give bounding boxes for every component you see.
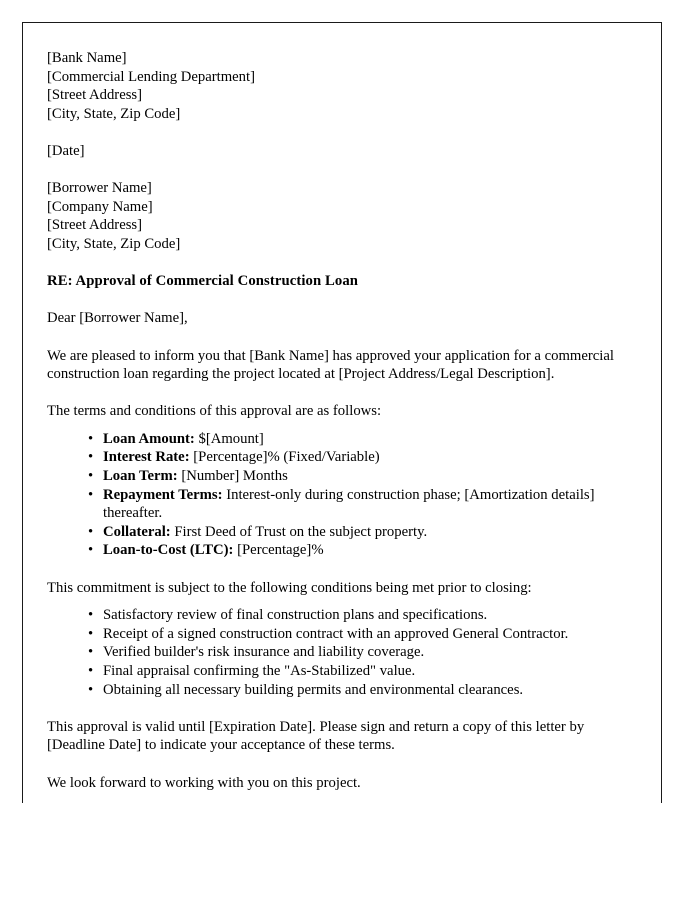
list-item (88, 541, 625, 560)
recipient-address-line-1: [Borrower Name] (47, 180, 152, 197)
term-value: [Percentage]% (237, 542, 324, 559)
term-label: Interest Rate: (103, 449, 190, 466)
recipient-address-block (47, 179, 625, 253)
recipient-address-line-3: [Street Address] (47, 217, 143, 234)
spacer-after-subject (47, 291, 625, 310)
spacer-before-terms-list (47, 421, 625, 430)
intro-paragraph: We are pleased to inform you that [Bank Name] has approved your application for a commercial construction loan regarding the project located at [Project Address/Legal Description]. (47, 347, 614, 383)
letter-body (23, 23, 661, 792)
spacer-after-salutation (47, 328, 625, 347)
list-item: • Satisfactory review of final construction plans and specifications. (88, 606, 625, 625)
recipient-address-line-2: [Company Name] (47, 198, 153, 215)
term-label: Loan Term: (103, 468, 178, 485)
recipient-address-line-4: [City, State, Zip Code] (47, 235, 181, 252)
date-line: [Date] (47, 142, 85, 159)
spacer-after-recipient-address (47, 254, 625, 273)
list-item (88, 448, 625, 467)
closing-paragraph: We look forward to working with you on this project. (47, 774, 361, 791)
term-value: [Percentage]% (Fixed/Variable) (193, 449, 380, 466)
spacer-after-sender-address (47, 123, 625, 142)
loan-terms-list (47, 430, 625, 560)
term-label: Repayment Terms: (103, 486, 223, 503)
sender-address-line-1: [Bank Name] (47, 50, 127, 66)
list-item (88, 467, 625, 486)
list-item: • Verified builder's risk insurance and liability coverage. (88, 643, 625, 662)
spacer-after-validity (47, 755, 625, 774)
sender-address-line-3: [Street Address] (47, 87, 143, 104)
list-item: • Final appraisal confirming the "As-Stabilized" value. (88, 662, 625, 681)
term-value: $[Amount] (198, 430, 264, 447)
spacer-after-conditions-list (47, 699, 625, 718)
sender-address-line-4: [City, State, Zip Code] (47, 105, 181, 122)
document-page (22, 22, 662, 803)
list-item (88, 430, 625, 449)
term-label: Collateral: (103, 523, 171, 540)
conditions-lead-in: This commitment is subject to the following conditions being met prior to closing: (47, 579, 532, 596)
validity-paragraph: This approval is valid until [Expiration Date]. Please sign and return a copy of this letter by [Deadline Date] to indicate your acceptance of these terms. (47, 718, 585, 754)
subject-line: RE: Approval of Commercial Construction Loan (47, 273, 359, 290)
sender-address-block (47, 49, 625, 123)
list-item: • Receipt of a signed construction contract with an approved General Contractor. (88, 625, 625, 644)
spacer-after-terms-list (47, 560, 625, 579)
terms-lead-in: The terms and conditions of this approval are as follows: (47, 403, 382, 420)
closing-conditions-list (47, 606, 625, 699)
salutation: Dear [Borrower Name], (47, 310, 188, 327)
term-value: Interest-only during construction phase; [Amortization details] thereafter. (103, 486, 595, 522)
list-item (88, 523, 625, 542)
list-item (88, 486, 625, 523)
spacer-after-date (47, 161, 625, 180)
term-value: [Number] Months (181, 468, 288, 485)
sender-address-line-2: [Commercial Lending Department] (47, 68, 255, 85)
list-item: • Obtaining all necessary building permits and environmental clearances. (88, 681, 625, 700)
spacer-before-conditions-list (47, 597, 625, 606)
term-label: Loan Amount: (103, 430, 195, 447)
term-label: Loan-to-Cost (LTC): (103, 542, 234, 559)
spacer-after-intro (47, 384, 625, 403)
term-value: First Deed of Trust on the subject property. (174, 523, 428, 540)
